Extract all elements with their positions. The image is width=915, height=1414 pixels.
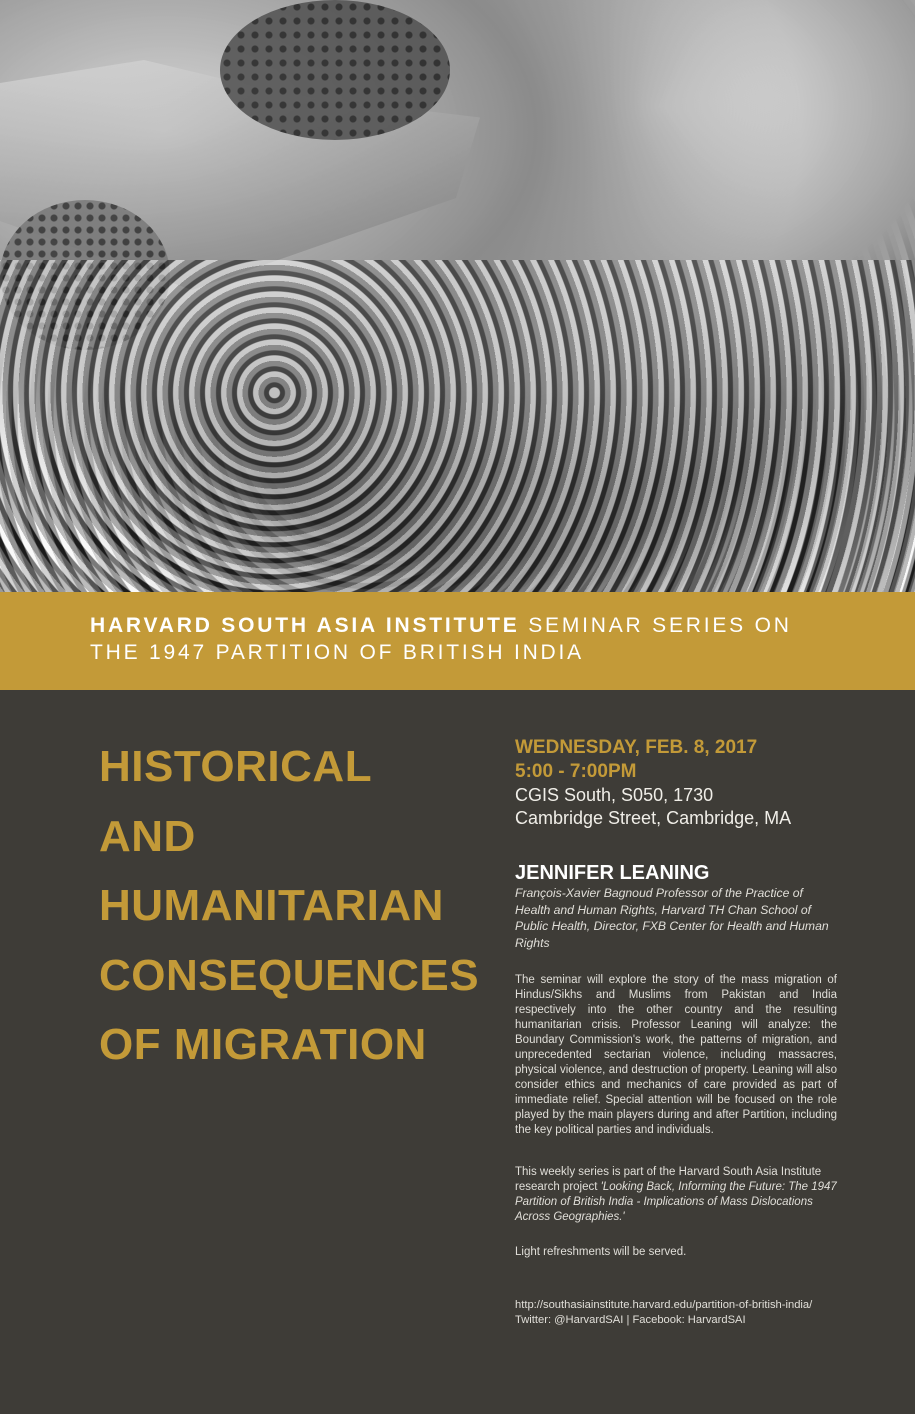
- event-title: [99, 732, 499, 1080]
- refreshments-note: Light refreshments will be served.: [515, 1246, 687, 1258]
- project-title: 'Looking Back, Informing the Future: The 1947 Partition of British India - Implications of Mass Dislocations Across Geographies.': [515, 1181, 837, 1223]
- crowd: [0, 260, 915, 592]
- speaker-title: François-Xavier Bagnoud Professor of the Practice of Health and Human Rights, Harvard TH Chan School of Public Health, Director, FXB Center for Health and Human Rights: [515, 886, 829, 950]
- series-line2: THE 1947 PARTITION OF BRITISH INDIA: [90, 641, 584, 664]
- title-line: CONSEQUENCES: [99, 950, 480, 1000]
- series-line1: SEMINAR SERIES ON: [528, 614, 792, 637]
- speaker-name: JENNIFER LEANING: [515, 862, 710, 884]
- event-date: WEDNESDAY, FEB. 8, 2017: [515, 737, 758, 758]
- title-line: OF MIGRATION: [99, 1020, 427, 1069]
- title-line: HISTORICAL: [99, 742, 373, 791]
- event-details: [515, 736, 837, 1328]
- social-links: Twitter: @HarvardSAI | Facebook: HarvardSAI: [515, 1314, 746, 1326]
- series-header: [90, 612, 870, 666]
- event-time: 5:00 - 7:00PM: [515, 761, 637, 782]
- title-line: AND: [99, 811, 196, 861]
- org-name: HARVARD SOUTH ASIA INSTITUTE: [90, 614, 520, 637]
- contact-links: [515, 1298, 837, 1328]
- series-note-prefix: This weekly series is part of the Harvard South Asia Institute research project: [515, 1166, 822, 1193]
- partition-crowd-photo: [0, 0, 915, 592]
- description: The seminar will explore the story of the mass migration of Hindus/Sikhs and Muslims from Pakistan and India respectively into the other country and the resulting humanitarian crisis. Professor Leaning will analyze: the Boundary Commission's work, the patterns of migration, and unprecedented sectarian violence, including massacres, physical violence, and destruction of property. Leaning will also consider ethics and mechanics of care provided as part of immediate relief. Special attention will be focused on the role played by the main players during and after Partition, including the key political parties and individuals.: [515, 974, 837, 1136]
- location-line2: Cambridge Street, Cambridge, MA: [515, 808, 792, 828]
- series-note: [515, 1165, 837, 1225]
- location-line1: CGIS South, S050, 1730: [515, 785, 714, 805]
- title-line: HUMANITARIAN: [99, 881, 444, 930]
- website-link[interactable]: http://southasiainstitute.harvard.edu/partition-of-british-india/: [515, 1299, 813, 1311]
- tree-foliage: [220, 0, 450, 140]
